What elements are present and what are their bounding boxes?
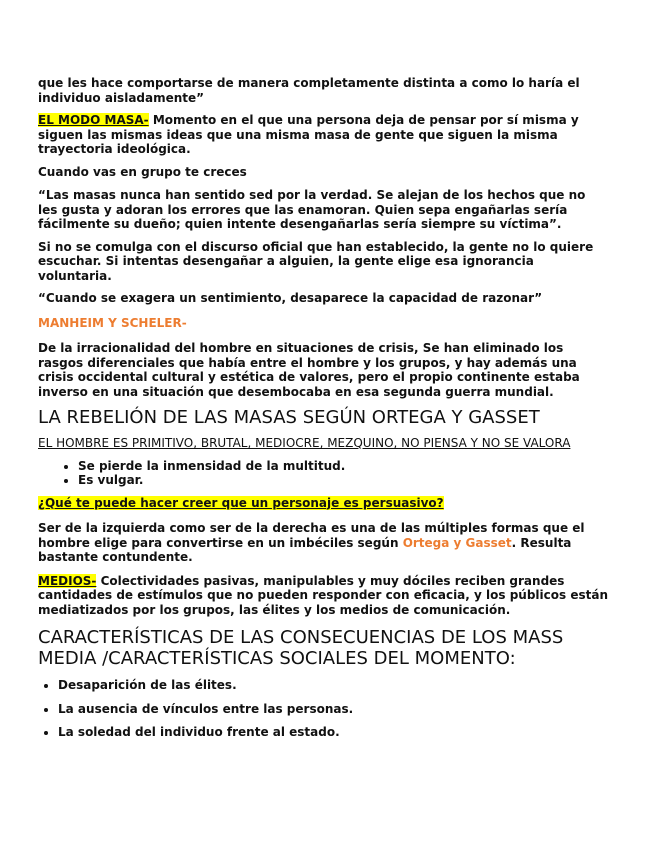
paragraph-grupo: Cuando vas en grupo te creces (38, 164, 247, 179)
definition-modo-masa: Momento en el que una persona deja de pensar por sí misma y siguen las mismas ideas que una misma masa de gente que siguen la misma trayectoria ideológica. (38, 113, 579, 156)
definition-medios: Colectividades pasivas, manipulables y muy dóciles reciben grandes cantidades de estímulos que no pueden responder con eficacia, y los públicos están mediatizados por los grupos, las élites y los medios de comunicación. (38, 573, 608, 617)
paragraph-text-end: . Resulta bastante contundente. (38, 535, 572, 564)
list-item: • Desaparición de las élites. (58, 678, 608, 693)
paragraph-comulga: Si no se comulga con el discurso oficial que han establecido, la gente no lo quiere escuchar. Si intentas desengañar a alguien, la gente elige esa ignorancia voluntaria. (38, 239, 594, 283)
list-item: • Es vulgar. (78, 473, 608, 488)
list-item: • La ausencia de vínculos entre las personas. (58, 702, 608, 717)
heading-manheim: MANHEIM Y SCHELER- (38, 315, 187, 330)
document-page (38, 76, 608, 749)
quote-masas: “Las masas nunca han sentido sed por la verdad. Se alejan de los hechos que no les gusta y adoran los errores que las enamoran. Quien sepa engañarlas sería fácilmente su dueño; quien intente desengañarlas sería siempre su víctima”. (38, 188, 586, 231)
paragraph-modo-masa (38, 113, 608, 157)
paragraph-text: Ser de la izquierda como ser de la derecha es una de las múltiples formas que el hombre elige para convertirse en un imbéciles según (38, 521, 585, 550)
heading-caracteristicas: CARACTERÍSTICAS DE LAS CONSECUENCIAS DE LOS MASS MEDIA /CARACTERÍSTICAS SOCIALES DEL MOMENTO: (38, 627, 564, 669)
heading-rebelion: LA REBELIÓN DE LAS MASAS SEGÚN ORTEGA Y GASSET (38, 407, 540, 428)
term-medios: MEDIOS- (38, 573, 97, 588)
question-text: ¿Qué te puede hacer creer que un personaje es persuasivo? (38, 495, 444, 510)
paragraph-izquierda (38, 521, 608, 565)
paragraph-medios (38, 574, 608, 618)
paragraph-irracionalidad: De la irracionalidad del hombre en situaciones de crisis, Se han eliminado los rasgos diferenciales que había entre el hombre y los grupos, y hay además una crisis occidental cultural y estética de valores, pero el propio continente estaba inverso en una situación que desembocaba en esa segunda guerra mundial. (38, 341, 580, 399)
quote-sentimiento: “Cuando se exagera un sentimiento, desaparece la capacidad de razonar” (38, 291, 543, 305)
list-item: • Se pierde la inmensidad de la multitud. (78, 459, 608, 474)
list-caracteristicas (38, 678, 608, 740)
subheading-hombre: EL HOMBRE ES PRIMITIVO, BRUTAL, MEDIOCRE, MEZQUINO, NO PIENSA Y NO SE VALORA (38, 436, 571, 450)
question-persuasivo (38, 496, 608, 511)
list-multitud (38, 459, 608, 488)
list-item: • La soledad del individuo frente al estado. (58, 725, 608, 740)
paragraph-continuation: que les hace comportarse de manera completamente distinta a como lo haría el individuo aisladamente” (38, 76, 580, 105)
term-modo-masa: EL MODO MASA- (38, 113, 149, 127)
link-ortega-gasset: Ortega y Gasset (402, 535, 512, 550)
